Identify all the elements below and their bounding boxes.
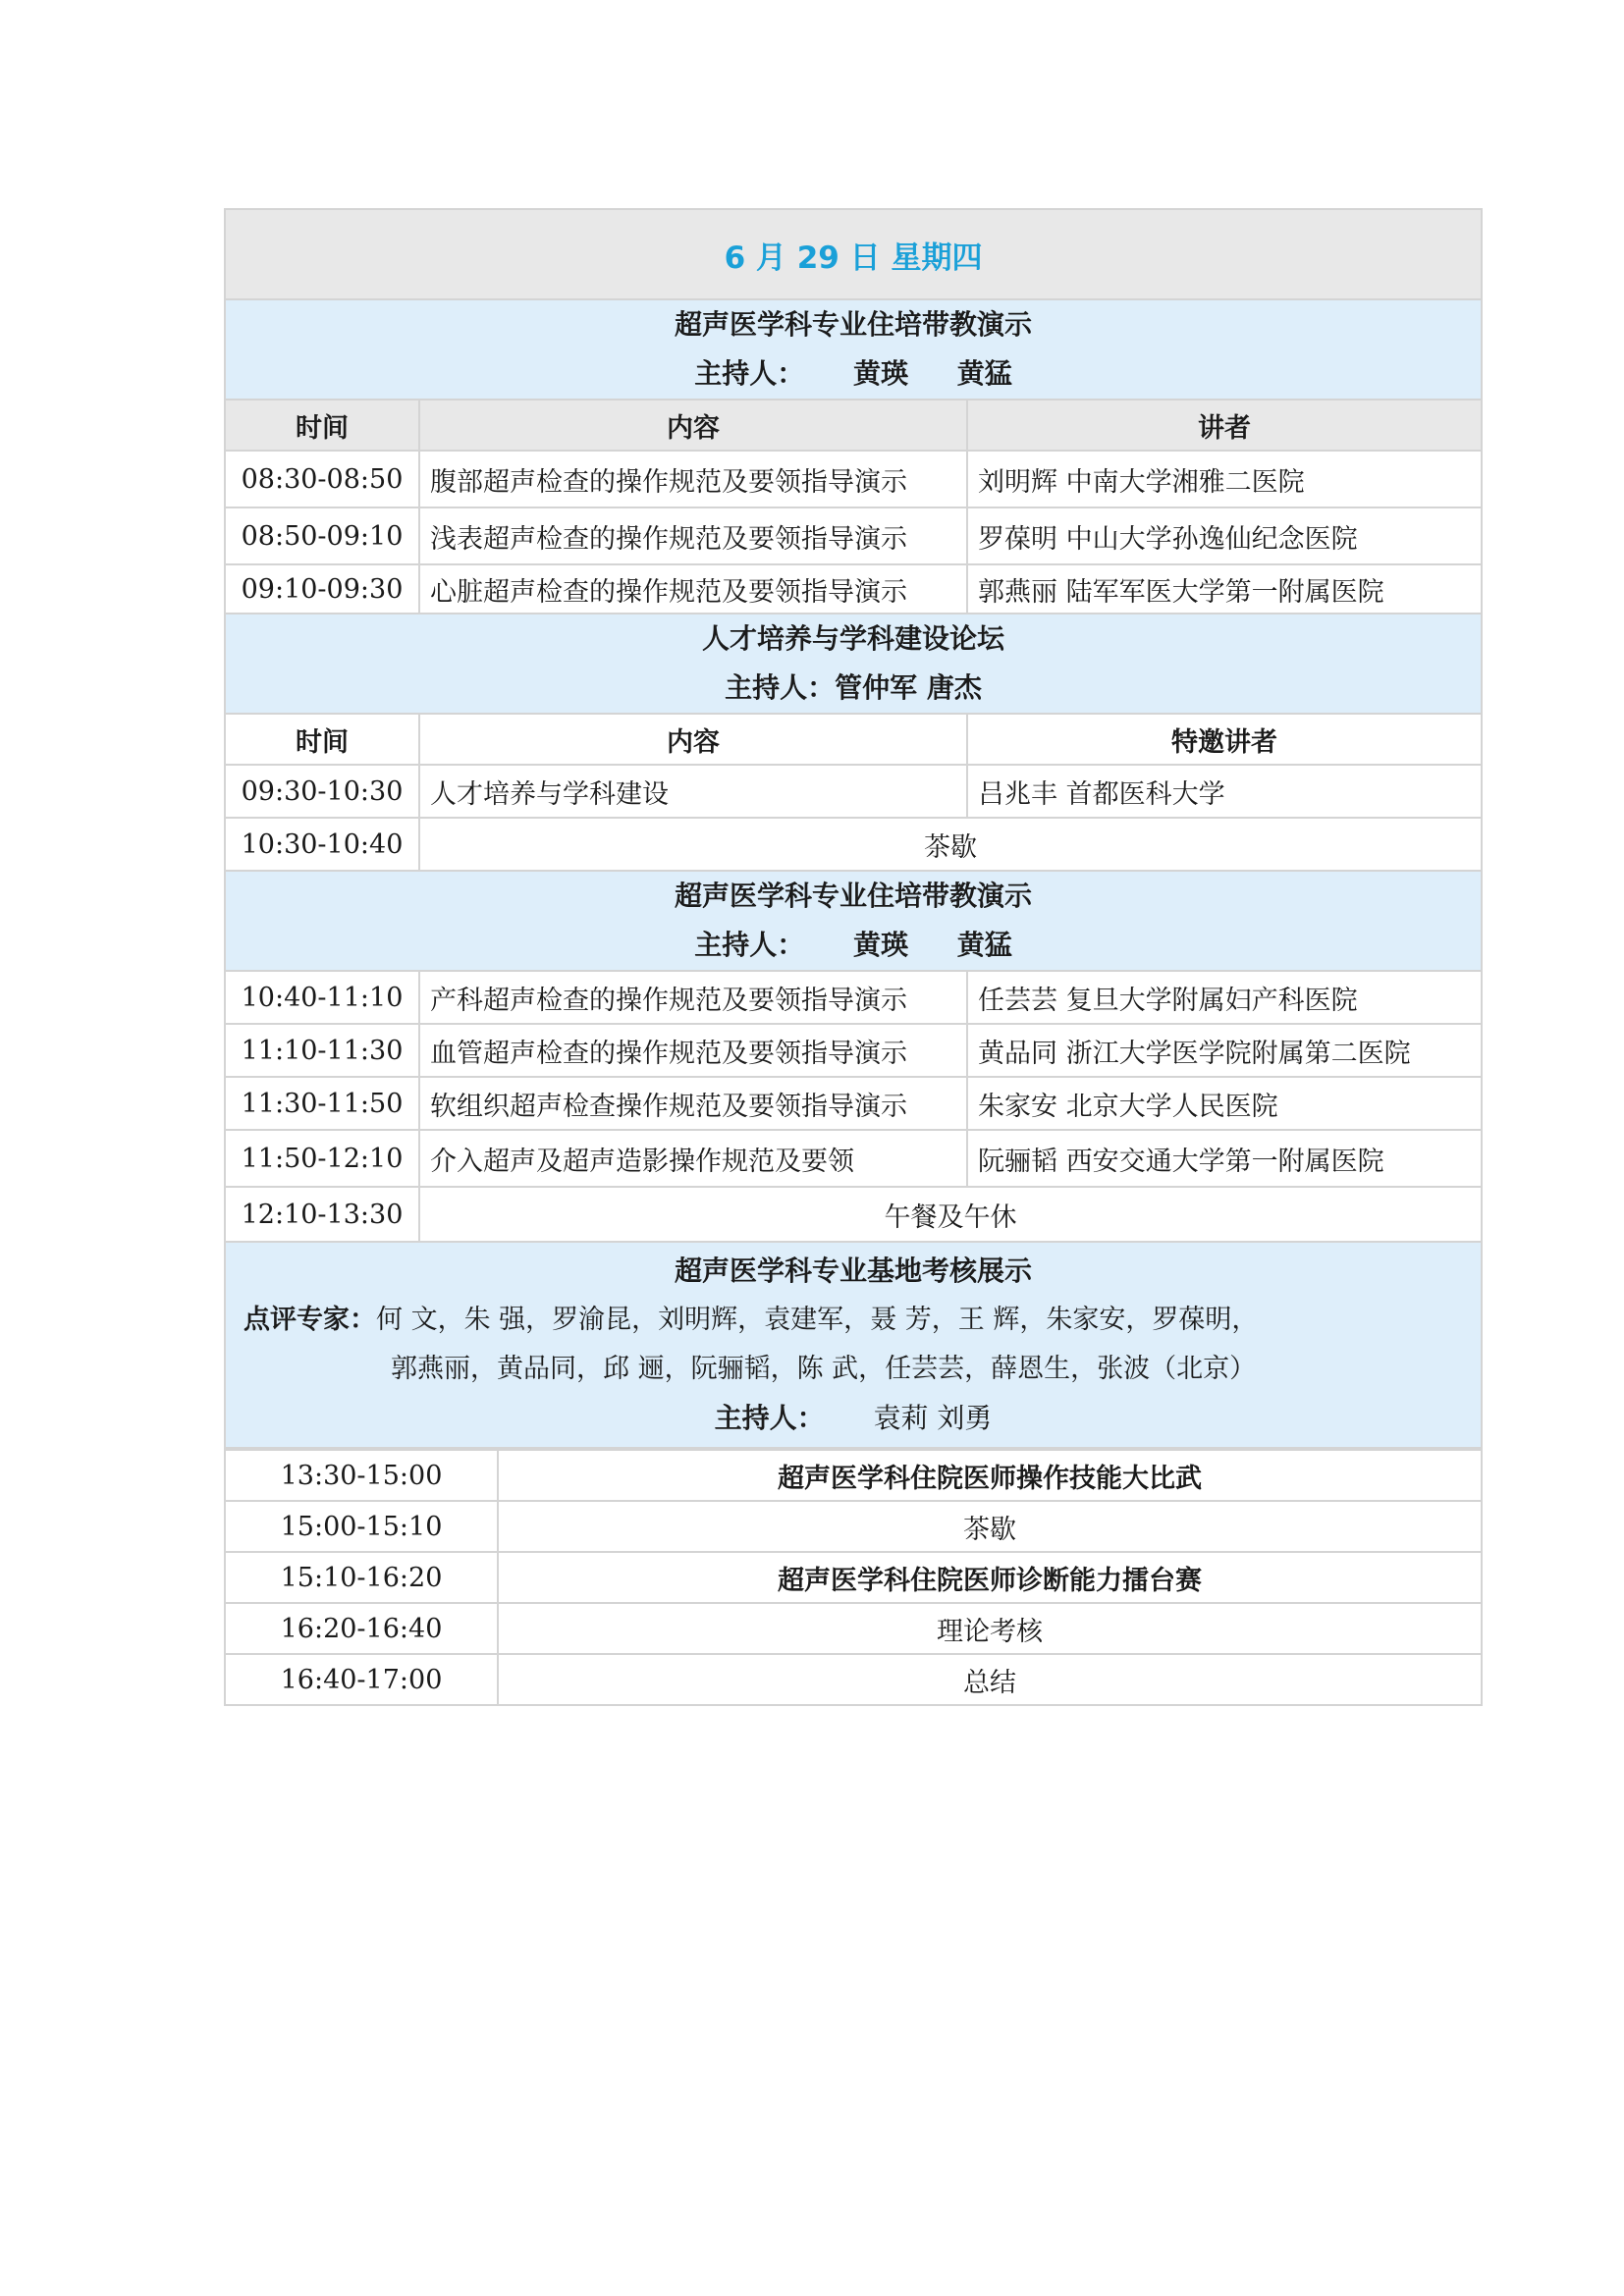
reviewer-label: 点评专家：: [244, 1305, 376, 1335]
content-cell: 浅表超声检查的操作规范及要领指导演示: [419, 507, 967, 564]
table-row: [225, 507, 1482, 564]
content-cell: 血管超声检查的操作规范及要领指导演示: [419, 1024, 967, 1077]
section-hosts: [236, 1394, 1471, 1443]
event-cell: 超声医学科住院医师诊断能力擂台赛: [498, 1552, 1482, 1603]
time-cell: 15:10-16:20: [225, 1552, 498, 1603]
host-name: 黄瑛: [853, 357, 909, 390]
section-4-header: [225, 1242, 1482, 1448]
schedule-table: [224, 208, 1483, 1449]
section-3-header: [225, 871, 1482, 971]
event-table: [224, 1449, 1483, 1706]
header-speaker: 讲者: [967, 400, 1482, 451]
break-cell: 午餐及午休: [419, 1187, 1482, 1242]
event-row: [225, 1501, 1482, 1552]
header-content: 内容: [419, 400, 967, 451]
time-cell: 15:00-15:10: [225, 1501, 498, 1552]
header-time: 时间: [225, 400, 419, 451]
schedule-sheet: [224, 208, 1481, 1706]
host-names: 袁莉 刘勇: [873, 1402, 993, 1434]
reviewers-line: [236, 1296, 1471, 1345]
speaker-cell: 阮骊韬 西安交通大学第一附属医院: [967, 1130, 1482, 1187]
header-content: 内容: [419, 714, 967, 765]
time-cell: 12:10-13:30: [225, 1187, 419, 1242]
table-row: [225, 1077, 1482, 1130]
section-hosts: [236, 349, 1471, 399]
time-cell: 16:40-17:00: [225, 1654, 498, 1705]
content-cell: 人才培养与学科建设: [419, 765, 967, 818]
day-title: 6 月 29 日 星期四: [225, 209, 1482, 299]
host-name: 黄猛: [956, 357, 1012, 390]
speaker-cell: 刘明辉 中南大学湘雅二医院: [967, 451, 1482, 507]
event-row: [225, 1654, 1482, 1705]
table-row: [225, 818, 1482, 871]
event-row: [225, 1603, 1482, 1654]
host-label: 主持人：: [714, 1402, 825, 1434]
speaker-cell: 吕兆丰 首都医科大学: [967, 765, 1482, 818]
section-1-header: [225, 299, 1482, 400]
time-cell: 08:30-08:50: [225, 451, 419, 507]
time-cell: 11:10-11:30: [225, 1024, 419, 1077]
content-cell: 软组织超声检查操作规范及要领指导演示: [419, 1077, 967, 1130]
time-cell: 08:50-09:10: [225, 507, 419, 564]
event-cell: 理论考核: [498, 1603, 1482, 1654]
host-label: 主持人：: [694, 357, 805, 390]
time-cell: 10:30-10:40: [225, 818, 419, 871]
time-cell: 09:10-09:30: [225, 564, 419, 614]
section-hosts: [236, 921, 1471, 970]
table-row: [225, 971, 1482, 1024]
section-title: 人才培养与学科建设论坛: [702, 622, 1005, 655]
header-speaker: 特邀讲者: [967, 714, 1482, 765]
time-cell: 09:30-10:30: [225, 765, 419, 818]
event-cell: 茶歇: [498, 1501, 1482, 1552]
column-headers: [225, 714, 1482, 765]
table-row: [225, 1187, 1482, 1242]
table-row: [225, 1024, 1482, 1077]
table-row: [225, 765, 1482, 818]
content-cell: 腹部超声检查的操作规范及要领指导演示: [419, 451, 967, 507]
reviewer-names-cont: 郭燕丽，黄品同，邱 逦，阮骊韬，陈 武，任芸芸，薛恩生，张波（北京）: [391, 1354, 1257, 1384]
content-cell: 介入超声及超声造影操作规范及要领: [419, 1130, 967, 1187]
host-name: 黄瑛: [853, 929, 909, 961]
section-hosts: 主持人：管仲军 唐杰: [725, 671, 982, 704]
event-cell: 总结: [498, 1654, 1482, 1705]
host-label: 主持人：: [694, 929, 805, 961]
event-cell: 超声医学科住院医师操作技能大比武: [498, 1450, 1482, 1501]
time-cell: 10:40-11:10: [225, 971, 419, 1024]
section-title: 超声医学科专业住培带教演示: [675, 880, 1033, 912]
section-title: 超声医学科专业基地考核展示: [675, 1255, 1033, 1287]
header-time: 时间: [225, 714, 419, 765]
time-cell: 13:30-15:00: [225, 1450, 498, 1501]
section-2-header: [225, 614, 1482, 714]
event-row: [225, 1552, 1482, 1603]
time-cell: 11:50-12:10: [225, 1130, 419, 1187]
table-row: [225, 1130, 1482, 1187]
speaker-cell: 任芸芸 复旦大学附属妇产科医院: [967, 971, 1482, 1024]
content-cell: 心脏超声检查的操作规范及要领指导演示: [419, 564, 967, 614]
time-cell: 16:20-16:40: [225, 1603, 498, 1654]
column-headers: [225, 400, 1482, 451]
host-name: 黄猛: [956, 929, 1012, 961]
reviewer-names: 何 文，朱 强，罗渝昆，刘明辉，袁建军，聂 芳，王 辉，朱家安，罗葆明，: [376, 1305, 1259, 1335]
break-cell: 茶歇: [419, 818, 1482, 871]
speaker-cell: 黄品同 浙江大学医学院附属第二医院: [967, 1024, 1482, 1077]
table-row: [225, 451, 1482, 507]
event-row: [225, 1450, 1482, 1501]
content-cell: 产科超声检查的操作规范及要领指导演示: [419, 971, 967, 1024]
table-row: [225, 564, 1482, 614]
speaker-cell: 郭燕丽 陆军军医大学第一附属医院: [967, 564, 1482, 614]
speaker-cell: 罗葆明 中山大学孙逸仙纪念医院: [967, 507, 1482, 564]
speaker-cell: 朱家安 北京大学人民医院: [967, 1077, 1482, 1130]
time-cell: 11:30-11:50: [225, 1077, 419, 1130]
section-title: 超声医学科专业住培带教演示: [675, 308, 1033, 341]
